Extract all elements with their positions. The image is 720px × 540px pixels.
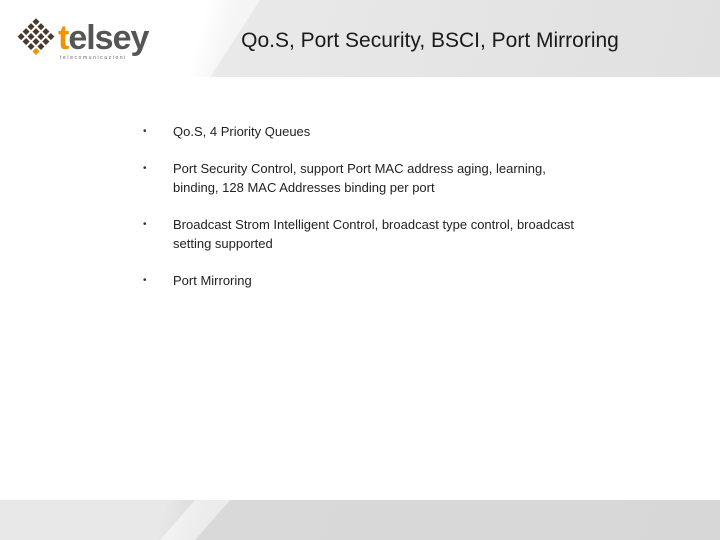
bullet-item bbox=[140, 271, 580, 290]
bullet-dot-icon: • bbox=[143, 126, 147, 137]
footer-band bbox=[0, 500, 720, 540]
bullet-item bbox=[140, 159, 580, 197]
bullet-item bbox=[140, 215, 580, 253]
bullet-text: Port Security Control, support Port MAC address aging, learning, binding, 128 MAC Addresses binding per port bbox=[173, 161, 546, 195]
slide-title: Qo.S, Port Security, BSCI, Port Mirroring bbox=[241, 29, 619, 52]
bullet-dot-icon: • bbox=[143, 275, 147, 286]
logo-letter-y: y bbox=[130, 19, 149, 57]
bullet-text: Qo.S, 4 Priority Queues bbox=[173, 124, 311, 139]
bullet-text: Broadcast Strom Intelligent Control, broadcast type control, broadcast setting supported bbox=[173, 217, 575, 251]
logo-wordmark bbox=[58, 20, 148, 56]
bullet-dot-icon: • bbox=[143, 163, 147, 174]
bullet-item bbox=[140, 122, 580, 141]
company-logo bbox=[14, 14, 154, 64]
bullet-dot-icon: • bbox=[143, 219, 147, 230]
logo-letters-else: else bbox=[68, 19, 131, 57]
logo-tagline: telecomunicazioni bbox=[60, 55, 127, 61]
bullet-text: Port Mirroring bbox=[173, 273, 252, 288]
header-band bbox=[0, 0, 720, 77]
logo-letter-t: t bbox=[58, 19, 69, 57]
logo-grid-icon bbox=[14, 16, 58, 60]
footer-diagonal-decoration bbox=[0, 500, 720, 540]
bullet-list bbox=[140, 122, 580, 308]
